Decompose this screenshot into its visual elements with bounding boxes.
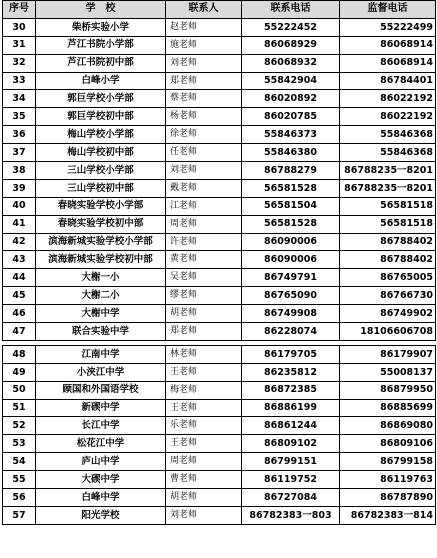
cell-phone: 86090006 xyxy=(242,233,340,251)
cell-supervision: 18106606708 xyxy=(340,323,436,341)
cell-school: 春晓实验学校小学部 xyxy=(36,197,166,215)
cell-supervision: 56581518 xyxy=(340,215,436,233)
cell-phone: 86228074 xyxy=(242,323,340,341)
cell-phone: 86068929 xyxy=(242,36,340,54)
cell-phone: 56581528 xyxy=(242,179,340,197)
cell-phone: 86886199 xyxy=(242,399,340,417)
cell-contact: 徐老师 xyxy=(166,126,242,144)
cell-phone: 86861244 xyxy=(242,417,340,435)
header-num: 序号 xyxy=(3,1,36,19)
cell-contact: 郑老师 xyxy=(166,72,242,90)
cell-phone: 86020892 xyxy=(242,90,340,108)
cell-num: 37 xyxy=(3,144,36,162)
cell-school: 新碶中学 xyxy=(36,399,166,417)
cell-school: 江南中学 xyxy=(36,345,166,363)
cell-phone: 86727084 xyxy=(242,489,340,507)
cell-school: 阳光学校 xyxy=(36,506,166,524)
table-row xyxy=(3,179,436,197)
cell-contact: 蔡老师 xyxy=(166,90,242,108)
table-row xyxy=(3,305,436,323)
cell-school: 芦江书院初中部 xyxy=(36,54,166,72)
cell-school: 郭巨学校小学部 xyxy=(36,90,166,108)
table-row xyxy=(3,471,436,489)
table-row xyxy=(3,126,436,144)
cell-num: 57 xyxy=(3,506,36,524)
cell-contact: 刘老师 xyxy=(166,506,242,524)
cell-phone: 55846380 xyxy=(242,144,340,162)
cell-supervision: 86022192 xyxy=(340,90,436,108)
cell-contact: 曹老师 xyxy=(166,471,242,489)
table-row xyxy=(3,233,436,251)
contact-table-upper xyxy=(2,0,436,341)
cell-num: 47 xyxy=(3,323,36,341)
table-row xyxy=(3,197,436,215)
cell-supervision: 86799158 xyxy=(340,453,436,471)
cell-num: 49 xyxy=(3,363,36,381)
cell-school: 三山学校初中部 xyxy=(36,179,166,197)
cell-school: 白峰中学 xyxy=(36,489,166,507)
cell-phone: 55842904 xyxy=(242,72,340,90)
table-row xyxy=(3,323,436,341)
cell-phone: 86788279 xyxy=(242,162,340,180)
cell-contact: 戴老师 xyxy=(166,179,242,197)
cell-school: 芦江书院小学部 xyxy=(36,36,166,54)
cell-num: 44 xyxy=(3,269,36,287)
cell-num: 34 xyxy=(3,90,36,108)
cell-num: 36 xyxy=(3,126,36,144)
cell-num: 43 xyxy=(3,251,36,269)
cell-contact: 王老师 xyxy=(166,399,242,417)
cell-school: 春晓实验学校初中部 xyxy=(36,215,166,233)
school-contact-sheet xyxy=(2,0,435,525)
cell-supervision: 86869080 xyxy=(340,417,436,435)
cell-phone: 86749791 xyxy=(242,269,340,287)
cell-supervision: 55846368 xyxy=(340,144,436,162)
cell-contact: 乐老师 xyxy=(166,417,242,435)
cell-phone: 86119752 xyxy=(242,471,340,489)
cell-num: 31 xyxy=(3,36,36,54)
cell-contact: 胡老师 xyxy=(166,305,242,323)
cell-phone: 86179705 xyxy=(242,345,340,363)
cell-contact: 刘老师 xyxy=(166,162,242,180)
table-row xyxy=(3,435,436,453)
cell-contact: 施老师 xyxy=(166,36,242,54)
cell-school: 梅山学校初中部 xyxy=(36,144,166,162)
cell-school: 庐山中学 xyxy=(36,453,166,471)
table-row xyxy=(3,287,436,305)
cell-num: 35 xyxy=(3,108,36,126)
table-row xyxy=(3,345,436,363)
cell-num: 52 xyxy=(3,417,36,435)
cell-phone: 55846373 xyxy=(242,126,340,144)
cell-supervision: 86749902 xyxy=(340,305,436,323)
cell-num: 54 xyxy=(3,453,36,471)
cell-phone: 86749908 xyxy=(242,305,340,323)
table-row xyxy=(3,417,436,435)
cell-school: 大碶中学 xyxy=(36,471,166,489)
cell-phone: 86872385 xyxy=(242,381,340,399)
cell-contact: 缪老师 xyxy=(166,287,242,305)
table-row xyxy=(3,144,436,162)
cell-supervision: 86879950 xyxy=(340,381,436,399)
cell-contact: 杨老师 xyxy=(166,108,242,126)
cell-num: 50 xyxy=(3,381,36,399)
cell-supervision: 86765005 xyxy=(340,269,436,287)
cell-phone: 56581528 xyxy=(242,215,340,233)
cell-supervision: 86179907 xyxy=(340,345,436,363)
cell-num: 48 xyxy=(3,345,36,363)
cell-school: 柴桥实验小学 xyxy=(36,18,166,36)
cell-num: 51 xyxy=(3,399,36,417)
cell-supervision: 86022192 xyxy=(340,108,436,126)
cell-school: 滨海新城实验学校初中部 xyxy=(36,251,166,269)
cell-supervision: 86068914 xyxy=(340,36,436,54)
table-row xyxy=(3,108,436,126)
cell-num: 42 xyxy=(3,233,36,251)
cell-supervision: 86782383一814 xyxy=(340,506,436,524)
table-row xyxy=(3,162,436,180)
table-row xyxy=(3,251,436,269)
cell-contact: 赵老师 xyxy=(166,18,242,36)
header-contact: 联系人 xyxy=(166,1,242,19)
cell-phone: 86068932 xyxy=(242,54,340,72)
table-row xyxy=(3,54,436,72)
cell-supervision: 86788235一8201 xyxy=(340,179,436,197)
cell-contact: 许老师 xyxy=(166,233,242,251)
cell-school: 长江中学 xyxy=(36,417,166,435)
cell-contact: 王老师 xyxy=(166,435,242,453)
cell-school: 白峰小学 xyxy=(36,72,166,90)
table-row xyxy=(3,399,436,417)
contact-table-lower xyxy=(2,345,436,525)
cell-contact: 任老师 xyxy=(166,144,242,162)
cell-num: 41 xyxy=(3,215,36,233)
cell-num: 46 xyxy=(3,305,36,323)
cell-school: 三山学校小学部 xyxy=(36,162,166,180)
cell-supervision: 55222499 xyxy=(340,18,436,36)
cell-supervision: 86787890 xyxy=(340,489,436,507)
cell-contact: 周老师 xyxy=(166,453,242,471)
table-row xyxy=(3,18,436,36)
cell-contact: 吴老师 xyxy=(166,269,242,287)
cell-supervision: 56581518 xyxy=(340,197,436,215)
cell-supervision: 86788402 xyxy=(340,233,436,251)
cell-contact: 刘老师 xyxy=(166,54,242,72)
table-row xyxy=(3,453,436,471)
cell-school: 郭巨学校初中部 xyxy=(36,108,166,126)
cell-supervision: 86788402 xyxy=(340,251,436,269)
cell-num: 45 xyxy=(3,287,36,305)
cell-contact: 郑老师 xyxy=(166,323,242,341)
cell-num: 33 xyxy=(3,72,36,90)
cell-contact: 江老师 xyxy=(166,197,242,215)
cell-phone: 86809102 xyxy=(242,435,340,453)
header-row xyxy=(3,1,436,19)
cell-supervision: 55008137 xyxy=(340,363,436,381)
cell-num: 30 xyxy=(3,18,36,36)
table-row xyxy=(3,36,436,54)
cell-supervision: 86784401 xyxy=(340,72,436,90)
cell-phone: 55222452 xyxy=(242,18,340,36)
cell-phone: 86020785 xyxy=(242,108,340,126)
table-row xyxy=(3,90,436,108)
cell-school: 联合实验中学 xyxy=(36,323,166,341)
cell-supervision: 55846368 xyxy=(340,126,436,144)
cell-supervision: 86788235一8201 xyxy=(340,162,436,180)
cell-contact: 林老师 xyxy=(166,345,242,363)
cell-contact: 胡老师 xyxy=(166,489,242,507)
cell-phone: 86782383一803 xyxy=(242,506,340,524)
cell-phone: 86235812 xyxy=(242,363,340,381)
cell-school: 小浃江中学 xyxy=(36,363,166,381)
cell-school: 顾国和外国语学校 xyxy=(36,381,166,399)
cell-num: 38 xyxy=(3,162,36,180)
cell-school: 梅山学校小学部 xyxy=(36,126,166,144)
cell-num: 40 xyxy=(3,197,36,215)
cell-phone: 86799151 xyxy=(242,453,340,471)
cell-supervision: 86809106 xyxy=(340,435,436,453)
table-row xyxy=(3,363,436,381)
cell-num: 53 xyxy=(3,435,36,453)
table-row xyxy=(3,269,436,287)
cell-school: 大榭中学 xyxy=(36,305,166,323)
cell-num: 32 xyxy=(3,54,36,72)
cell-supervision: 86885699 xyxy=(340,399,436,417)
cell-num: 55 xyxy=(3,471,36,489)
cell-school: 滨海新城实验学校小学部 xyxy=(36,233,166,251)
cell-school: 大榭二小 xyxy=(36,287,166,305)
header-phone: 联系电话 xyxy=(242,1,340,19)
cell-contact: 周老师 xyxy=(166,215,242,233)
cell-supervision: 86068914 xyxy=(340,54,436,72)
cell-contact: 梅老师 xyxy=(166,381,242,399)
cell-num: 39 xyxy=(3,179,36,197)
cell-school: 松花江中学 xyxy=(36,435,166,453)
cell-phone: 86090006 xyxy=(242,251,340,269)
table-row xyxy=(3,381,436,399)
table-row xyxy=(3,72,436,90)
cell-supervision: 86119763 xyxy=(340,471,436,489)
cell-phone: 86765090 xyxy=(242,287,340,305)
cell-supervision: 86766730 xyxy=(340,287,436,305)
table-row xyxy=(3,215,436,233)
header-school: 学 校 xyxy=(36,1,166,19)
header-supervision: 监督电话 xyxy=(340,1,436,19)
cell-contact: 黄老师 xyxy=(166,251,242,269)
cell-contact: 王老师 xyxy=(166,363,242,381)
cell-phone: 56581504 xyxy=(242,197,340,215)
table-row xyxy=(3,506,436,524)
cell-school: 大榭一小 xyxy=(36,269,166,287)
cell-num: 56 xyxy=(3,489,36,507)
table-row xyxy=(3,489,436,507)
